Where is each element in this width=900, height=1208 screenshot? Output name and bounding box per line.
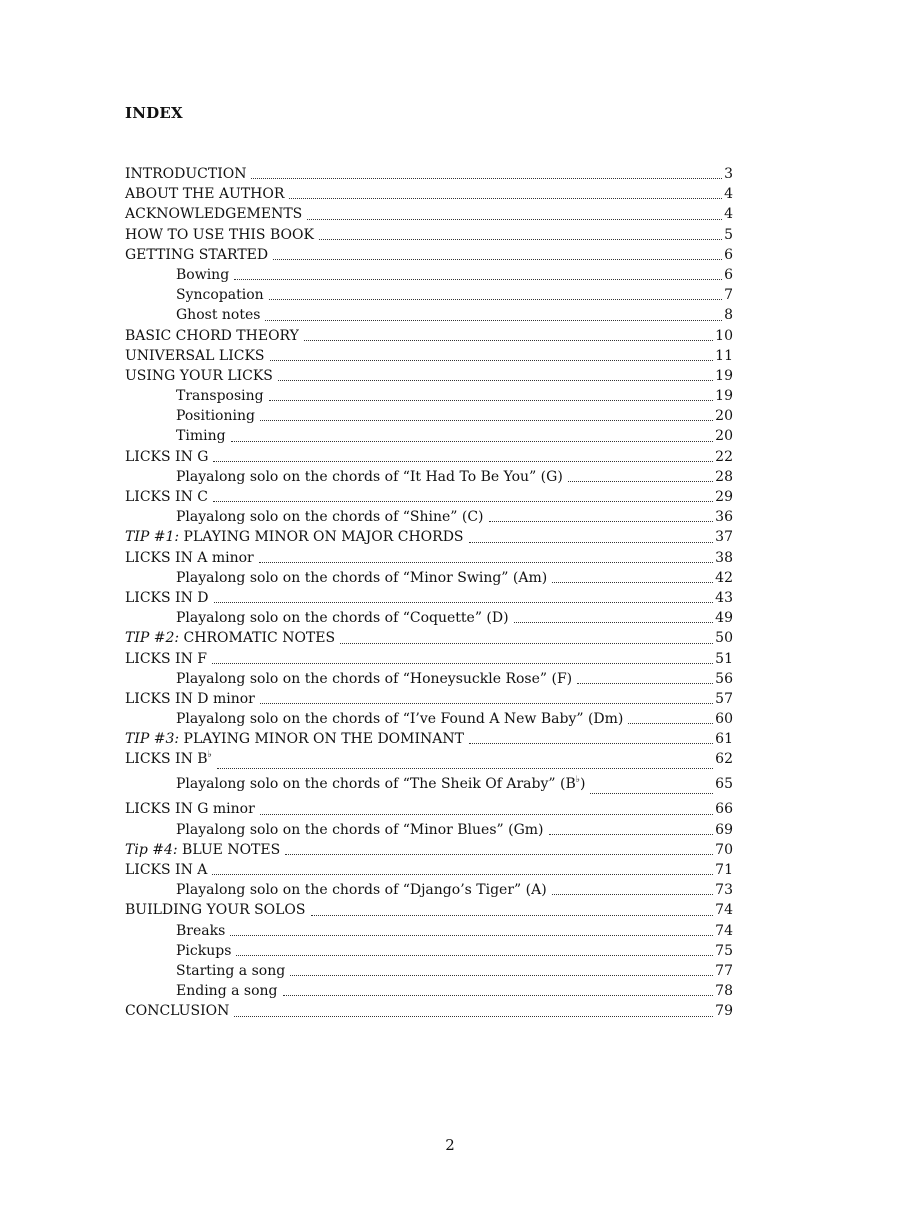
toc-page-number: 38 bbox=[715, 549, 733, 566]
dot-leader bbox=[260, 702, 713, 704]
toc-entry-text: Starting a song bbox=[176, 962, 286, 979]
toc-page-number: 6 bbox=[724, 266, 733, 283]
toc-page-number: 66 bbox=[715, 801, 733, 818]
toc-entry-label bbox=[125, 941, 231, 961]
toc-page-number: 5 bbox=[724, 226, 733, 243]
toc-entry-text: LICKS IN B bbox=[125, 751, 208, 768]
dot-leader bbox=[289, 197, 722, 199]
toc-entry-label bbox=[125, 305, 260, 325]
toc-entry[interactable] bbox=[125, 649, 733, 669]
flat-symbol: ♭ bbox=[575, 775, 581, 786]
flat-symbol: ♭ bbox=[207, 750, 212, 761]
toc-page-number: 4 bbox=[724, 186, 733, 203]
dot-leader bbox=[304, 339, 713, 341]
toc-entry[interactable] bbox=[125, 548, 733, 568]
toc-subentry[interactable] bbox=[125, 709, 733, 729]
dot-leader bbox=[489, 520, 714, 522]
dot-leader bbox=[234, 1015, 713, 1017]
toc-page-number: 60 bbox=[715, 711, 733, 728]
toc-entry-text: GETTING STARTED bbox=[125, 246, 269, 263]
toc-entry-text: Playalong solo on the chords of “Minor Swing” (Am) bbox=[176, 569, 548, 586]
toc-page-number: 4 bbox=[724, 206, 733, 223]
toc-entry-text: LICKS IN G minor bbox=[125, 801, 255, 818]
toc-entry-text: PLAYING MINOR ON MAJOR CHORDS bbox=[179, 529, 464, 546]
toc-entry-text: Playalong solo on the chords of “Minor Blues” (Gm) bbox=[176, 821, 544, 838]
toc-entry-text: Playalong solo on the chords of “Shine” (C) bbox=[176, 509, 484, 526]
dot-leader bbox=[590, 792, 713, 794]
toc-subentry[interactable] bbox=[125, 305, 733, 325]
toc-page-number: 10 bbox=[715, 327, 733, 344]
dot-leader bbox=[214, 601, 714, 603]
toc-entry-label bbox=[125, 426, 226, 446]
toc-entry-label bbox=[125, 689, 255, 709]
toc-subentry[interactable] bbox=[125, 426, 733, 446]
tip-prefix: Tip #4: bbox=[125, 841, 178, 858]
toc-entry-text: LICKS IN A minor bbox=[125, 549, 254, 566]
toc-page-number: 79 bbox=[715, 1003, 733, 1020]
toc-entry[interactable] bbox=[125, 366, 733, 386]
toc-page-number: 70 bbox=[715, 841, 733, 858]
toc-subentry[interactable] bbox=[125, 669, 733, 689]
toc-page-number: 8 bbox=[724, 307, 733, 324]
toc-page-number: 56 bbox=[715, 670, 733, 687]
toc-page-number: 36 bbox=[715, 509, 733, 526]
toc-entry-label bbox=[125, 225, 314, 245]
toc-page-number: 50 bbox=[715, 630, 733, 647]
toc-page-number: 22 bbox=[715, 448, 733, 465]
toc-entry-label bbox=[125, 900, 306, 920]
toc-entry-text: BASIC CHORD THEORY bbox=[125, 327, 299, 344]
toc-subentry[interactable] bbox=[125, 386, 733, 406]
tip-prefix: TIP #1: bbox=[125, 529, 180, 546]
dot-leader bbox=[283, 994, 714, 996]
toc-subentry[interactable] bbox=[125, 608, 733, 628]
toc-page-number: 71 bbox=[715, 862, 733, 878]
toc-entry-label bbox=[125, 749, 212, 769]
toc-entry-label bbox=[125, 527, 464, 547]
toc-entry-label bbox=[125, 669, 572, 689]
toc-entry-label bbox=[125, 799, 255, 819]
toc-page-number: 11 bbox=[715, 347, 733, 364]
toc-entry-text: LICKS IN G bbox=[125, 448, 209, 465]
dot-leader bbox=[259, 561, 713, 563]
toc-entry-text: CONCLUSION bbox=[125, 1003, 230, 1020]
toc-entry-text: Breaks bbox=[176, 922, 226, 939]
toc-entry-label bbox=[125, 820, 544, 840]
dot-leader bbox=[236, 954, 713, 956]
toc-entry-text: Bowing bbox=[176, 266, 230, 283]
toc-entry-text: ACKNOWLEDGEMENTS bbox=[125, 206, 303, 223]
toc-entry-text: LICKS IN D bbox=[125, 589, 209, 606]
toc-subentry[interactable] bbox=[125, 467, 733, 487]
toc-entry-label bbox=[125, 386, 264, 406]
toc-entry[interactable] bbox=[125, 689, 733, 709]
dot-leader bbox=[469, 541, 714, 543]
dot-leader bbox=[290, 974, 713, 976]
toc-page-number: 61 bbox=[715, 731, 733, 748]
toc-entry-text: Playalong solo on the chords of “Django’s Tiger” (A) bbox=[176, 882, 547, 899]
toc-entry-label bbox=[125, 346, 265, 366]
toc-page-number: 69 bbox=[715, 821, 733, 838]
toc-page-number: 20 bbox=[715, 408, 733, 425]
toc-page-number: 62 bbox=[715, 751, 733, 768]
toc-entry-label bbox=[125, 961, 285, 981]
toc-entry-label bbox=[125, 467, 563, 487]
dot-leader bbox=[251, 177, 722, 179]
toc-page-number: 78 bbox=[715, 983, 733, 1000]
toc-entry-text: LICKS IN F bbox=[125, 650, 207, 667]
toc-entry-text: INTRODUCTION bbox=[125, 166, 247, 182]
toc-entry-text: Playalong solo on the chords of “I’ve Found A New Baby” (Dm) bbox=[176, 711, 624, 728]
toc-entry[interactable] bbox=[125, 1001, 733, 1021]
toc-entry[interactable] bbox=[125, 527, 733, 547]
toc-entry-text: Playalong solo on the chords of “It Had To Be You” (G) bbox=[176, 468, 563, 485]
dot-leader bbox=[549, 833, 714, 835]
toc-page-number: 75 bbox=[715, 942, 733, 959]
toc-entry[interactable] bbox=[125, 860, 733, 880]
toc-entry-label bbox=[125, 608, 509, 628]
tip-prefix: TIP #2: bbox=[125, 630, 180, 647]
toc-page-number: 43 bbox=[715, 589, 733, 606]
dot-leader bbox=[552, 893, 714, 895]
toc-page-number: 19 bbox=[715, 388, 733, 405]
dot-leader bbox=[270, 359, 714, 361]
toc-entry-label bbox=[125, 507, 484, 527]
toc-entry[interactable] bbox=[125, 326, 733, 346]
dot-leader bbox=[469, 742, 713, 744]
dot-leader bbox=[285, 853, 713, 855]
dot-leader bbox=[231, 440, 714, 442]
toc-subentry[interactable] bbox=[125, 265, 733, 285]
toc-entry[interactable] bbox=[125, 588, 733, 608]
toc-entry-text: LICKS IN C bbox=[125, 489, 208, 505]
toc-entry-label bbox=[125, 164, 246, 184]
toc-subentry[interactable] bbox=[125, 981, 733, 1001]
toc-page-number: 19 bbox=[715, 367, 733, 384]
toc-entry-label bbox=[125, 981, 278, 1001]
toc-entry-label bbox=[125, 285, 264, 305]
dot-leader bbox=[230, 934, 713, 936]
dot-leader bbox=[213, 460, 713, 462]
toc-entry-suffix: ) bbox=[580, 776, 586, 793]
toc-entry-text: CHROMATIC NOTES bbox=[179, 630, 336, 647]
toc-page-number: 6 bbox=[724, 246, 733, 263]
toc-entry-label bbox=[125, 840, 280, 860]
toc-page-number: 77 bbox=[715, 962, 733, 979]
dot-leader bbox=[307, 218, 722, 220]
dot-leader bbox=[217, 767, 713, 769]
toc-entry-label bbox=[125, 628, 335, 648]
toc-entry-label bbox=[125, 406, 255, 426]
toc-entry-text: Positioning bbox=[176, 408, 255, 425]
toc-entry[interactable] bbox=[125, 799, 733, 819]
toc-entry-label bbox=[125, 588, 209, 608]
toc-entry-label bbox=[125, 860, 207, 880]
toc-subentry[interactable] bbox=[125, 406, 733, 426]
toc-entry-label bbox=[125, 1001, 229, 1021]
toc-page-number: 73 bbox=[715, 882, 733, 899]
dot-leader bbox=[311, 914, 714, 916]
toc-entry[interactable] bbox=[125, 164, 733, 184]
dot-leader bbox=[273, 258, 722, 260]
toc-entry[interactable] bbox=[125, 840, 733, 860]
toc-page-number: 74 bbox=[715, 922, 733, 939]
dot-leader bbox=[514, 621, 714, 623]
toc-subentry[interactable] bbox=[125, 285, 733, 305]
toc-entry-text: Playalong solo on the chords of “Honeysuckle Rose” (F) bbox=[176, 670, 573, 687]
toc-entry-label bbox=[125, 921, 225, 941]
toc-subentry[interactable] bbox=[125, 507, 733, 527]
toc-entry[interactable] bbox=[125, 346, 733, 366]
tip-prefix: TIP #3: bbox=[125, 731, 180, 748]
toc-entry-text: ABOUT THE AUTHOR bbox=[125, 186, 285, 203]
toc-subentry[interactable] bbox=[125, 941, 733, 961]
dot-leader bbox=[212, 662, 713, 664]
toc-subentry[interactable] bbox=[125, 961, 733, 981]
toc-page-number: 37 bbox=[715, 529, 733, 546]
toc-page-number: 29 bbox=[715, 489, 733, 505]
dot-leader bbox=[260, 419, 713, 421]
toc-entry-text: Transposing bbox=[176, 388, 264, 405]
toc-entry-label bbox=[125, 366, 273, 386]
toc-page-number: 7 bbox=[724, 287, 733, 304]
toc-page-number: 42 bbox=[715, 569, 733, 586]
toc-entry-label bbox=[125, 729, 464, 749]
toc-entry-label bbox=[125, 184, 284, 204]
toc-entry-text: Ending a song bbox=[176, 983, 278, 1000]
toc-page-number: 3 bbox=[724, 166, 733, 182]
toc-entry-text: LICKS IN A bbox=[125, 862, 208, 878]
toc-entry[interactable] bbox=[125, 628, 733, 648]
toc-page-number: 74 bbox=[715, 902, 733, 919]
toc-entry-label bbox=[125, 548, 254, 568]
toc-entry-label bbox=[125, 649, 207, 669]
toc-subentry[interactable] bbox=[125, 774, 733, 799]
toc-subentry[interactable] bbox=[125, 880, 733, 900]
toc-entry-text: Syncopation bbox=[176, 287, 264, 304]
toc-entry-label bbox=[125, 774, 585, 794]
dot-leader bbox=[234, 278, 722, 280]
toc-entry[interactable] bbox=[125, 900, 733, 920]
toc-subentry[interactable] bbox=[125, 820, 733, 840]
toc-page-number: 20 bbox=[715, 428, 733, 445]
toc-page-number: 51 bbox=[715, 650, 733, 667]
toc-entry-label bbox=[125, 245, 268, 265]
dot-leader bbox=[265, 319, 722, 321]
toc-entry[interactable] bbox=[125, 225, 733, 245]
toc-page-number: 57 bbox=[715, 690, 733, 707]
toc-entry-text: Ghost notes bbox=[176, 307, 261, 324]
dot-leader bbox=[278, 379, 713, 381]
dot-leader bbox=[568, 480, 713, 482]
dot-leader bbox=[340, 642, 713, 644]
toc-entry-label bbox=[125, 568, 547, 588]
toc-entry-text: Playalong solo on the chords of “The Sheik Of Araby” (B bbox=[176, 776, 576, 793]
table-of-contents bbox=[125, 164, 733, 1022]
dot-leader bbox=[212, 873, 713, 875]
toc-entry[interactable] bbox=[125, 487, 733, 507]
toc-entry-label bbox=[125, 487, 208, 507]
toc-page-number: 49 bbox=[715, 610, 733, 627]
toc-entry-text: HOW TO USE THIS BOOK bbox=[125, 226, 314, 243]
page-number: 2 bbox=[445, 1136, 455, 1154]
index-heading: INDEX bbox=[125, 104, 183, 122]
toc-entry[interactable] bbox=[125, 447, 733, 467]
dot-leader bbox=[213, 500, 713, 502]
dot-leader bbox=[269, 399, 714, 401]
toc-entry-label bbox=[125, 265, 229, 285]
toc-entry-text: UNIVERSAL LICKS bbox=[125, 347, 265, 364]
dot-leader bbox=[269, 298, 722, 300]
toc-entry-label bbox=[125, 204, 302, 224]
toc-entry-label bbox=[125, 447, 208, 467]
toc-entry[interactable] bbox=[125, 184, 733, 204]
dot-leader bbox=[552, 581, 713, 583]
dot-leader bbox=[628, 722, 713, 724]
dot-leader bbox=[577, 682, 713, 684]
dot-leader bbox=[319, 238, 722, 240]
toc-entry[interactable] bbox=[125, 729, 733, 749]
toc-entry-text: Pickups bbox=[176, 942, 232, 959]
toc-entry-text: USING YOUR LICKS bbox=[125, 367, 273, 384]
toc-entry-text: PLAYING MINOR ON THE DOMINANT bbox=[179, 731, 464, 748]
toc-entry[interactable] bbox=[125, 749, 733, 774]
toc-entry-text: Playalong solo on the chords of “Coquette” (D) bbox=[176, 610, 509, 627]
toc-subentry[interactable] bbox=[125, 568, 733, 588]
toc-entry-label bbox=[125, 880, 547, 900]
toc-entry-text: LICKS IN D minor bbox=[125, 690, 255, 707]
toc-entry[interactable] bbox=[125, 245, 733, 265]
toc-subentry[interactable] bbox=[125, 921, 733, 941]
toc-entry-label bbox=[125, 326, 299, 346]
toc-entry-text: Timing bbox=[176, 428, 226, 445]
toc-entry-label bbox=[125, 709, 623, 729]
dot-leader bbox=[260, 813, 713, 815]
toc-entry-text: BLUE NOTES bbox=[177, 841, 281, 858]
toc-entry[interactable] bbox=[125, 204, 733, 224]
toc-entry-text: BUILDING YOUR SOLOS bbox=[125, 902, 306, 919]
toc-page-number: 65 bbox=[715, 776, 733, 793]
toc-page-number: 28 bbox=[715, 468, 733, 485]
